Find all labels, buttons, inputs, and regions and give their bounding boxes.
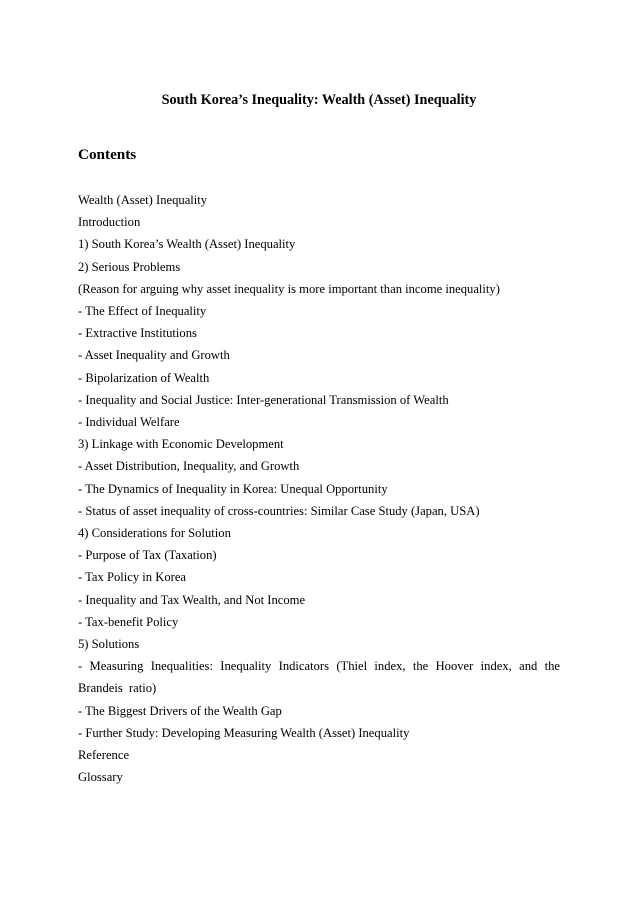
toc-entry-dynamics-korea: - The Dynamics of Inequality in Korea: Unequal Opportunity	[78, 481, 388, 496]
toc-entry-tax-wealth: - Inequality and Tax Wealth, and Not Income	[78, 592, 306, 607]
toc-entry-asset-inequality-growth: - Asset Inequality and Growth	[78, 348, 230, 363]
toc-entry-tax-benefit: - Tax-benefit Policy	[78, 614, 179, 629]
document-title: South Korea’s Inequality: Wealth (Asset) Inequality	[161, 92, 477, 108]
toc-entry-cross-countries: - Status of asset inequality of cross-countries: Similar Case Study (Japan, USA)	[78, 503, 480, 518]
toc-entry-purpose-of-tax: - Purpose of Tax (Taxation)	[78, 548, 217, 563]
toc-entry-further-study: - Further Study: Developing Measuring Wealth (Asset) Inequality	[78, 725, 410, 740]
toc-entry-glossary: Glossary	[78, 770, 123, 785]
toc-entry-section-2: 2) Serious Problems	[78, 259, 181, 274]
contents-heading: Contents	[78, 146, 137, 163]
toc-entry-bipolarization: - Bipolarization of Wealth	[78, 370, 210, 385]
toc-entry-extractive-institutions: - Extractive Institutions	[78, 326, 197, 341]
toc-entry-reference: Reference	[78, 748, 130, 763]
toc-entry-section-5: 5) Solutions	[78, 637, 140, 652]
toc-entry-section-1: 1) South Korea’s Wealth (Asset) Inequality	[78, 237, 296, 252]
toc-entry-effect-of-inequality: - The Effect of Inequality	[78, 304, 207, 319]
toc-entry-social-justice: - Inequality and Social Justice: Inter-generational Transmission of Wealth	[78, 392, 449, 407]
toc-entry-tax-policy-korea: - Tax Policy in Korea	[78, 570, 187, 585]
toc-entry-measuring-inequalities: - Measuring Inequalities: Inequality Indicators (Thiel index, the Hoover index, and the Brandeis ratio)	[78, 659, 560, 696]
toc-entry-introduction: Introduction	[78, 215, 141, 230]
toc-entry-section-3: 3) Linkage with Economic Development	[78, 437, 284, 452]
toc-entry-individual-welfare: - Individual Welfare	[78, 415, 180, 430]
toc-entry-section-4: 4) Considerations for Solution	[78, 526, 231, 541]
toc-entry-wealth-asset-inequality: Wealth (Asset) Inequality	[78, 193, 208, 207]
toc-entry-biggest-drivers: - The Biggest Drivers of the Wealth Gap	[78, 703, 282, 718]
toc-entry-asset-distribution: - Asset Distribution, Inequality, and Growth	[78, 459, 300, 474]
table-of-contents	[78, 189, 560, 788]
toc-entry-reason-note: (Reason for arguing why asset inequality is more important than income inequality)	[78, 281, 500, 296]
